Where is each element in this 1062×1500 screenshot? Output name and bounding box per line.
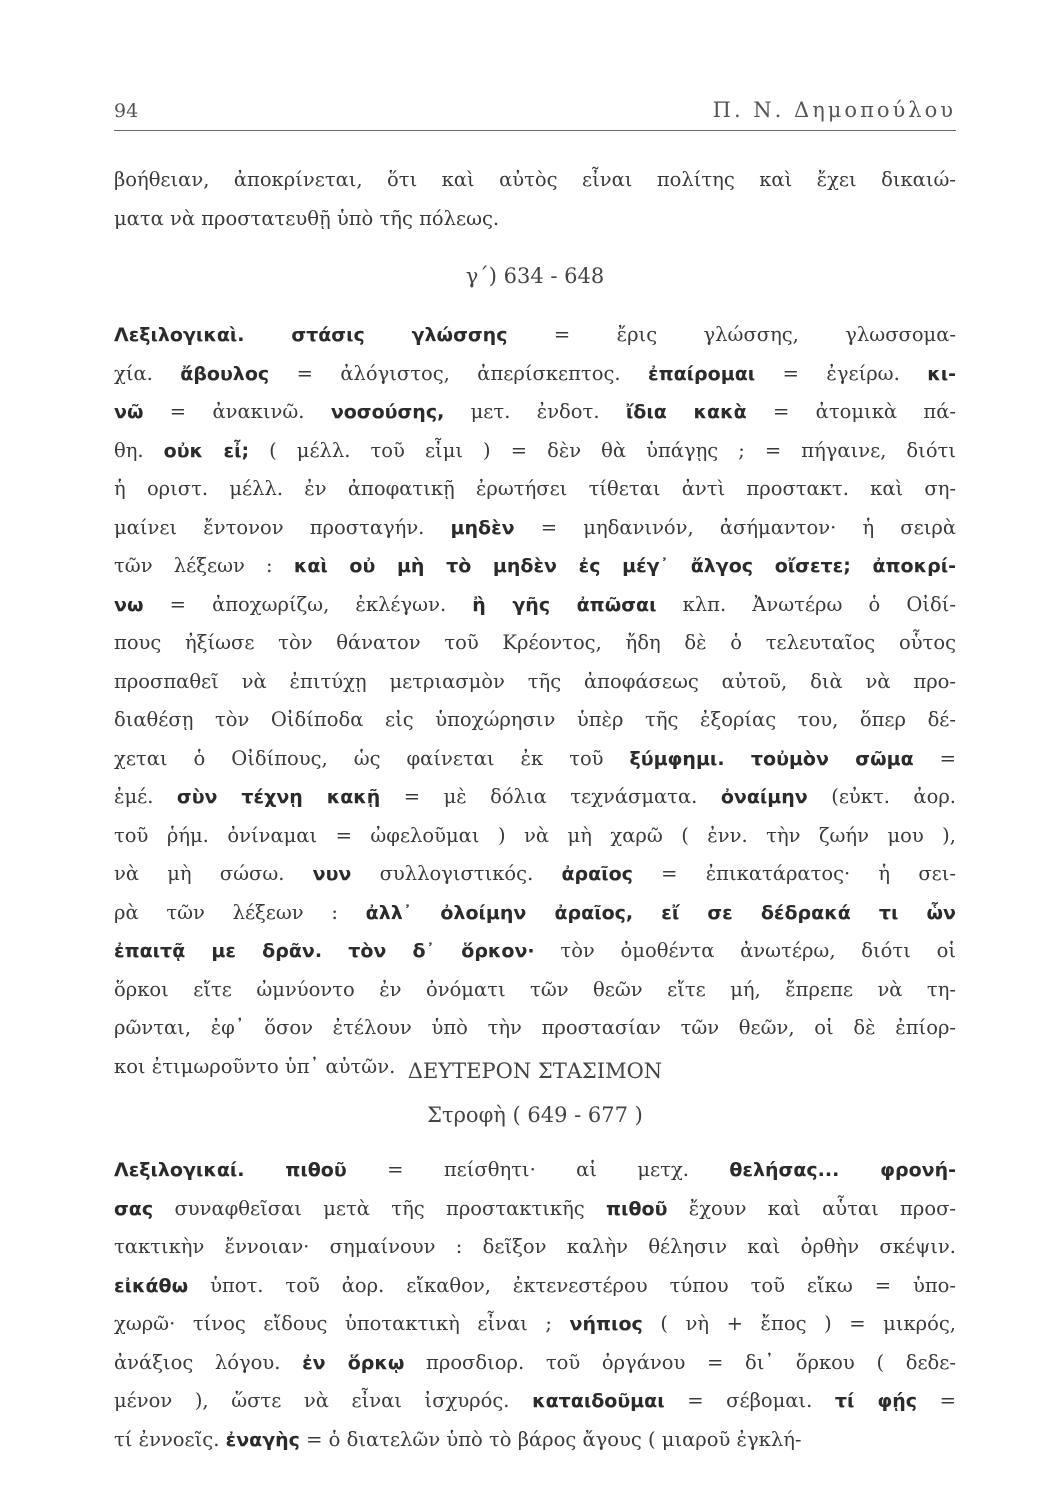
text-run: ὅρκοι εἴτε ὠμνύοντο ἐν ὀνόματι τῶν θεῶν εἴτε μή, ἔπρεπε νὰ τη-: [114, 977, 956, 1001]
text-run: προσδιορ. τοῦ ὀργάνου = δι᾽ ὅρκου ( δεδε-: [404, 1350, 956, 1374]
heading-strophe: Στροφὴ ( 649 - 677 ): [427, 1103, 643, 1127]
bold-lemma: ὀναίμην: [720, 786, 808, 808]
text-run: τί ἐννοεῖς.: [114, 1427, 226, 1451]
text-run: ἡ οριστ. μέλλ. ἐν ἀποφατικῇ ἐρωτήσει τίθεται ἀντὶ προστακτ. καὶ ση-: [114, 477, 956, 500]
text-run: θη.: [114, 438, 164, 462]
text-run: = ἔρις γλώσσης, γλωσσομα-: [507, 323, 956, 346]
bold-lemma: ἐπαίρομαι: [648, 362, 756, 385]
text-run: πους ἠξίωσε τὸν θάνατον τοῦ Κρέοντος, ἤδη δὲ ὁ τελευταῖος οὗτος: [114, 631, 956, 654]
text-line: [114, 1344, 956, 1383]
paragraph-lexical-notes: [114, 316, 956, 1086]
text-line: [114, 1228, 956, 1267]
bold-lemma: σας: [114, 1197, 154, 1220]
text-run: διαθέσῃ τὸν Οἰδίποδα εἰς ὑποχώρησιν ὑπὲρ τῆς ἐξορίας του, ὅπερ δέ-: [114, 708, 956, 731]
text-run: μένον ), ὥστε νὰ εἶναι ἰσχυρός.: [114, 1389, 533, 1412]
bold-lemma: σὺν τέχνῃ κακῇ: [176, 786, 381, 808]
text-run: = μὲ δόλια τεχνάσματα.: [380, 785, 721, 808]
text-run: =: [913, 746, 956, 770]
text-run: ἔχουν καὶ αὗται προσ-: [667, 1196, 956, 1220]
bold-lemma: Λεξιλογικαὶ. στάσις γλώσσης: [114, 324, 508, 346]
bold-lemma: κι-: [927, 362, 956, 385]
text-run: τῶν λέξεων :: [114, 554, 294, 577]
text-run: βοήθειαν, ἀποκρίνεται, ὅτι καὶ αὐτὸς εἶναι πολίτης καὶ ἔχει δικαιώ-: [114, 168, 956, 191]
text-run: τακτικὴν ἔννοιαν· σημαίνουν : δεῖξον καλὴν θέλησιν καὶ ὀρθὴν σκέψιν.: [114, 1235, 956, 1258]
text-run: συλλογιστικός.: [351, 862, 562, 885]
text-run: συναφθεῖσαι μετὰ τῆς προστακτικῆς: [153, 1196, 607, 1220]
text-line: [114, 701, 956, 740]
text-line: [114, 971, 956, 1010]
text-run: ( νὴ + ἔπος ) = μικρός,: [642, 1312, 956, 1335]
heading-second-stasimon: ΔΕΥΤΕΡΟΝ ΣΤΑΣΙΜΟΝ: [407, 1059, 663, 1083]
text-line: [114, 1421, 956, 1460]
text-line: [114, 932, 956, 971]
text-run: τὸν ὀμοθέντα ἀνωτέρω, διότι οἱ: [534, 939, 956, 962]
text-line: [114, 509, 956, 548]
text-line: [114, 547, 956, 586]
text-run: ( μέλλ. τοῦ εἶμι ) = δὲν θὰ ὑπάγῃς ; = πήγαινε, διότι: [249, 438, 956, 462]
text-line: [114, 470, 956, 509]
bold-lemma: ἐναγὴς: [225, 1428, 300, 1451]
bold-lemma: ἐν ὅρκῳ: [302, 1351, 405, 1374]
bold-lemma: Λεξιλογικαί. πιθοῦ: [114, 1159, 347, 1181]
text-run: προσπαθεῖ νὰ ἐπιτύχῃ μετριασμὸν τῆς ἀποφάσεως αὐτοῦ, διὰ νὰ προ-: [114, 669, 956, 693]
text-line: [114, 817, 956, 856]
text-run: =: [917, 1389, 956, 1412]
page-number: 94: [114, 100, 139, 122]
bold-lemma: νήπιος: [569, 1313, 643, 1335]
text-run: = ἀλόγιστος, ἀπερίσκεπτος.: [269, 361, 648, 385]
bold-lemma: νω: [114, 593, 144, 616]
text-line: [114, 316, 956, 355]
text-run: ρῶνται, ἐφ᾽ ὅσον ἐτέλουν ὑπὸ τὴν προστασίαν τῶν θεῶν, οἱ δὲ ἐπίορ-: [114, 1016, 956, 1039]
paragraph-strophe-notes: [114, 1151, 956, 1459]
text-line: [114, 1267, 956, 1306]
bold-lemma: τί φῄς: [834, 1390, 918, 1412]
text-line: [114, 778, 956, 817]
text-run: ὑποτ. τοῦ ἀορ. εἴκαθον, ἐκτενεστέρου τύπου τοῦ εἴκω = ὑπο-: [188, 1273, 956, 1297]
text-line: [114, 1009, 956, 1048]
text-line: [114, 355, 956, 394]
text-line: [114, 432, 956, 471]
bold-lemma: νοσούσης,: [330, 401, 445, 423]
bold-lemma: οὐκ εἶ;: [163, 439, 250, 462]
text-run: μαίνει ἔντονον προσταγήν.: [114, 515, 451, 539]
text-run: κοι ἐτιμωροῦντο ὑπ᾽ αὐτῶν.: [114, 1054, 396, 1078]
page-header: [114, 92, 956, 132]
text-run: = πείσθητι· αἱ μετχ.: [346, 1158, 730, 1181]
bold-lemma: νῶ: [114, 401, 144, 423]
text-run: = ὁ διατελῶν ὑπὸ τὸ βάρος ἄγους ( μιαροῦ ἐγκλή-: [299, 1427, 802, 1451]
text-run: χεται ὁ Οἰδίπους, ὡς φαίνεται ἐκ τοῦ: [114, 746, 630, 770]
bold-lemma: ξύμφημι. τοὐμὸν σῶμα: [629, 747, 914, 770]
text-run: ἐμέ.: [114, 785, 177, 808]
bold-lemma: ἢ γῆς ἀπῶσαι: [472, 593, 657, 616]
bold-lemma: ἄβουλος: [180, 362, 270, 385]
bold-lemma: ἀλλ᾽ ὀλοίμην ἀραῖος, εἴ σε δέδρακά τι ὧν: [365, 901, 956, 924]
running-head: Π. Ν. Δημοπούλου: [712, 98, 956, 122]
text-line: [114, 1382, 956, 1421]
text-line: [114, 1151, 956, 1190]
text-run: = μηδανινόν, ἀσήμαντον· ἡ σειρὰ: [514, 515, 956, 539]
text-run: τοῦ ῥήμ. ὀνίναμαι = ὠφελοῦμαι ) νὰ μὴ χαρῶ ( ἐνν. τὴν ζωήν μου ),: [114, 823, 956, 847]
text-line: [114, 894, 956, 933]
text-line: [114, 161, 956, 200]
text-run: κλπ. Ἀνωτέρω ὁ Οἰδί-: [656, 592, 956, 616]
text-line: [114, 200, 956, 239]
bold-lemma: ἀραῖος: [561, 863, 633, 885]
header-rule: [114, 130, 956, 131]
text-line: [114, 1305, 956, 1344]
bold-lemma: ἴδια κακὰ: [625, 401, 747, 423]
bold-lemma: νυν: [312, 863, 352, 885]
text-line: [114, 624, 956, 663]
bold-lemma: καὶ οὐ μὴ τὸ μηδὲν ἐς μέγ᾽ ἄλγος οἴσετε; ἀποκρί-: [293, 555, 956, 577]
section-heading-gamma: γ΄) 634 - 648: [465, 264, 605, 288]
text-run: = ἀποχωρίζω, ἐκλέγων.: [143, 592, 473, 616]
bold-lemma: πιθοῦ: [606, 1197, 668, 1220]
text-line: [114, 393, 956, 432]
bold-lemma: μηδὲν: [450, 516, 515, 539]
text-line: [114, 586, 956, 625]
text-run: (εὐκτ. ἀορ.: [807, 785, 956, 808]
text-run: = ἐγείρω.: [755, 361, 928, 385]
text-run: ρὰ τῶν λέξεων :: [114, 900, 366, 924]
bold-lemma: ἐπαιτᾷ με δρᾶν. τὸν δ᾽ ὅρκον·: [114, 940, 535, 962]
text-run: μετ. ἐνδοτ.: [444, 400, 626, 423]
text-line: [114, 1190, 956, 1229]
text-run: ἀνάξιος λόγου.: [114, 1350, 303, 1374]
text-run: = ἀτομικὰ πά-: [746, 400, 956, 423]
bold-lemma: εἰκάθω: [114, 1274, 189, 1297]
text-line: [114, 663, 956, 702]
text-run: = ἀνακινῶ.: [143, 400, 331, 423]
bold-lemma: θελήσας... φρονή-: [729, 1159, 956, 1181]
text-run: νὰ μὴ σώσω.: [114, 862, 313, 885]
text-line: [114, 855, 956, 894]
bold-lemma: καταιδοῦμαι: [532, 1390, 665, 1412]
text-run: = σέβομαι.: [664, 1389, 835, 1412]
text-run: = ἐπικατάρατος· ἡ σει-: [632, 862, 956, 885]
text-run: ματα νὰ προστατευθῇ ὑπὸ τῆς πόλεως.: [114, 206, 500, 230]
paragraph-intro: [114, 161, 956, 238]
text-run: χωρῶ· τίνος εἴδους ὑποτακτικὴ εἶναι ;: [114, 1312, 570, 1335]
text-run: χία.: [114, 361, 181, 385]
text-line: [114, 740, 956, 779]
